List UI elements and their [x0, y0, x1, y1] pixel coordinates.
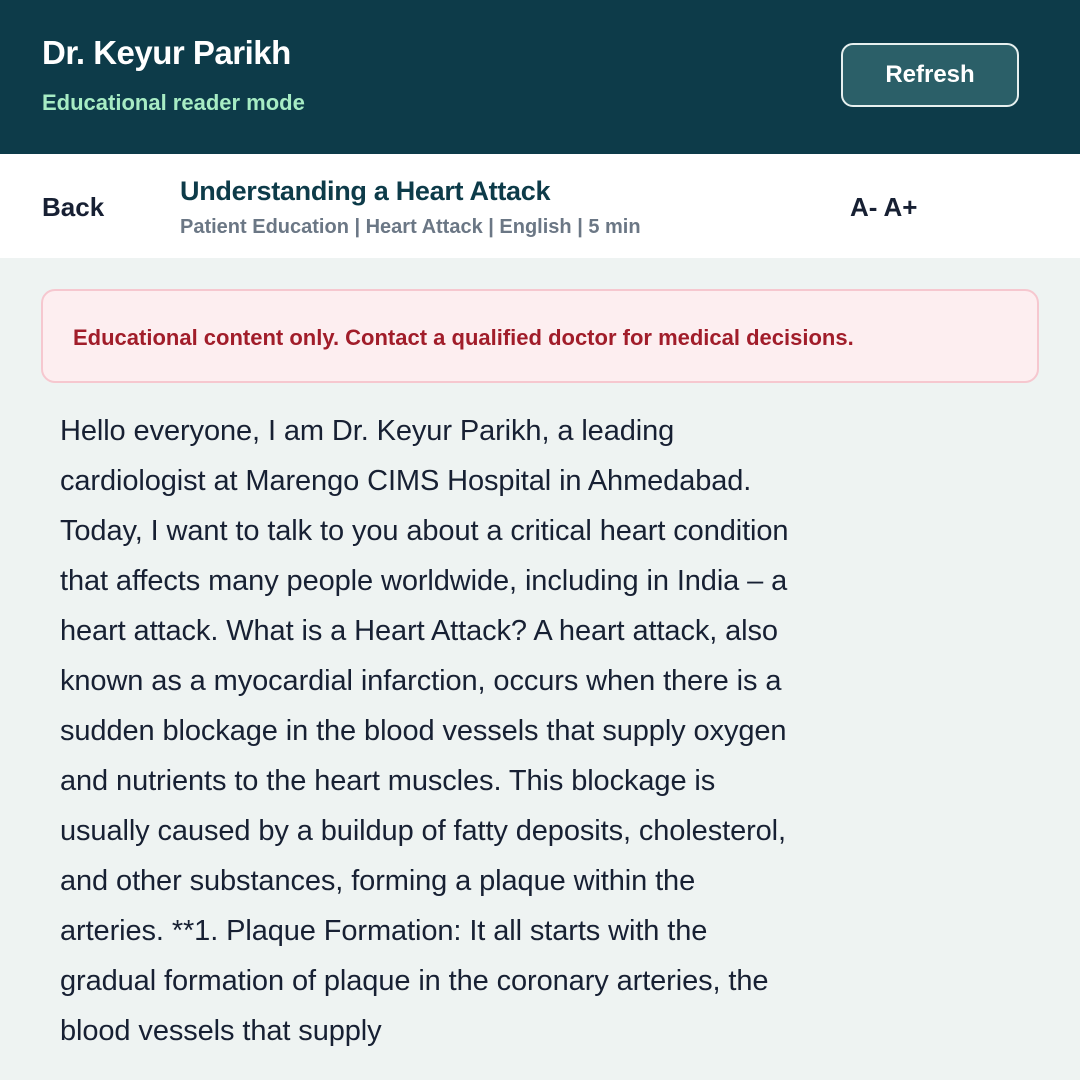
article-title: Understanding a Heart Attack: [180, 176, 551, 206]
article-toolbar: [0, 154, 1080, 258]
disclaimer-banner: [41, 289, 1039, 383]
back-button[interactable]: Back: [42, 192, 105, 222]
font-size-controls: [850, 192, 917, 223]
decrease-font-button[interactable]: A-: [850, 192, 878, 222]
disclaimer-text: Educational content only. Contact a qualified doctor for medical decisions.: [73, 325, 854, 350]
increase-font-button[interactable]: A+: [883, 192, 918, 222]
top-header: [0, 0, 1080, 154]
article-body: Hello everyone, I am Dr. Keyur Parikh, a leading cardiologist at Marengo CIMS Hospital in Ahmedabad. Today, I want to talk to you about a critical heart condition that affects many people worldwide, including in India – a heart attack. What is a Heart Attack? A heart attack, also known as a myocardial infarction, occurs when there is a sudden blockage in the blood vessels that supply oxygen and nutrients to the heart muscles. This blockage is usually caused by a buildup of fatty deposits, cholesterol, and other substances, forming a plaque within the arteries. **1. Plaque Formation: It all starts with the gradual formation of plaque in the coronary arteries, the blood vessels that supply: [60, 415, 789, 1047]
doctor-name: Dr. Keyur Parikh: [42, 34, 291, 71]
reader-mode-label: Educational reader mode: [42, 90, 305, 115]
article-meta: Patient Education | Heart Attack | English | 5 min: [180, 216, 641, 238]
refresh-button[interactable]: Refresh: [841, 43, 1019, 107]
